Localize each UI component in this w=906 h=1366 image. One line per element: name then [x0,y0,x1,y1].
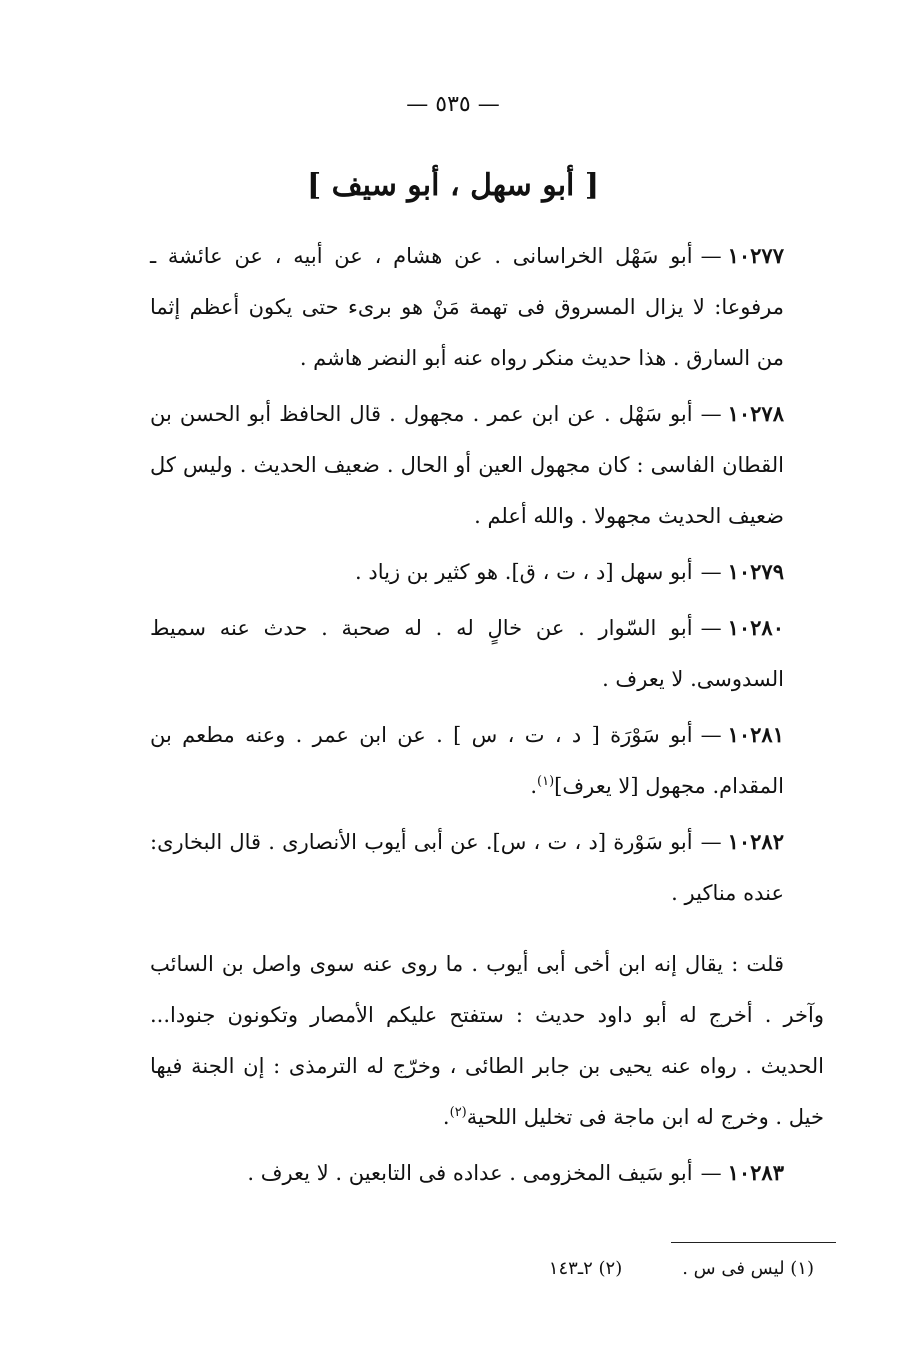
entry-text: أبو سهل [د ، ت ، ق]. هو كثير بن زياد . [355,560,693,584]
entry-number: ١٠٢٧٧ [727,243,784,268]
entry-10283 [150,1147,824,1199]
entry-dash: — [700,723,722,747]
entry-text: أبو سَهْل . عن ابن عمر . مجهول . قال الحافظ أبو الحسن بن القطان الفاسى : كان مجهول العين أو الحال . ضعيف الحديث . وليس كل ضعيف الحديث مجهولا . والله أعلم . [150,402,784,528]
entry-10278 [150,388,824,542]
editor-note [150,939,824,1143]
entry-dash: — [700,616,722,640]
entry-dash: — [700,1161,722,1185]
entry-number: ١٠٢٨٣ [727,1160,784,1185]
section-title: [ أبو سهل ، أبو سيف ] [306,168,600,203]
footnote-marker: (٢) [449,1105,467,1120]
page-number: — ٥٣٥ — [406,92,500,117]
entry-tail: . [530,774,538,798]
entry-text: أبو سَهْل الخراسانى . عن هشام ، عن أبيه ، عن عائشة ـ مرفوعا: لا يزال المسروق فى تهمة مَنْ هو برىء حتى يكون أعظم إثما من السارق . هذا حديث منكر رواه عنه أبو النضر هاشم . [150,244,784,370]
entry-10279 [150,546,824,598]
entry-dash: — [700,560,722,584]
footnote-2: (٢) ٢ـ١٤٣ [548,1258,623,1279]
footnotes [300,1258,814,1279]
footnote-1: (١) ليس فى س . [682,1258,814,1279]
entry-text: أبو السّوار . عن خالٍ له . له صحبة . حدث عنه سميط السدوسى. لا يعرف . [150,616,784,691]
entry-text: أبو سَوْرة [د ، ت ، س]. عن أبى أيوب الأنصارى . قال البخارى: عنده مناكير . [150,830,784,905]
entry-number: ١٠٢٨٠ [727,615,784,640]
entry-text: أبو سَيف المخزومى . عداده فى التابعين . لا يعرف . [247,1161,693,1185]
entry-number: ١٠٢٧٨ [727,401,784,426]
entry-text: أبو سَوْرَة [ د ، ت ، س ] . عن ابن عمر . وعنه مطعم بن المقدام. مجهول [لا يعرف] [150,723,784,798]
entry-10282 [150,816,824,919]
entry-number: ١٠٢٧٩ [727,559,784,584]
entry-dash: — [700,830,722,854]
entry-10281 [150,709,824,812]
entry-number: ١٠٢٨١ [727,722,784,747]
entry-dash: — [700,244,722,268]
note-tail: . [442,1105,450,1129]
entry-10277 [150,230,824,384]
note-text: قلت : يقال إنه ابن أخى أبى أيوب . ما روى عنه سوى واصل بن السائب وآخر . أخرج له أبو داود حديث : ستفتح عليكم الأمصار وتكونون جنودا... الحديث . رواه عنه يحيى بن جابر الطائى ، وخرّج له الترمذى : إن الجنة فيها خيل . وخرج له ابن ماجة فى تخليل اللحية [150,952,824,1129]
entry-dash: — [700,402,722,426]
entries-list [150,230,824,1203]
footnote-marker: (١) [537,774,555,789]
footnote-divider [671,1242,836,1243]
entry-number: ١٠٢٨٢ [727,829,784,854]
entry-10280 [150,602,824,705]
